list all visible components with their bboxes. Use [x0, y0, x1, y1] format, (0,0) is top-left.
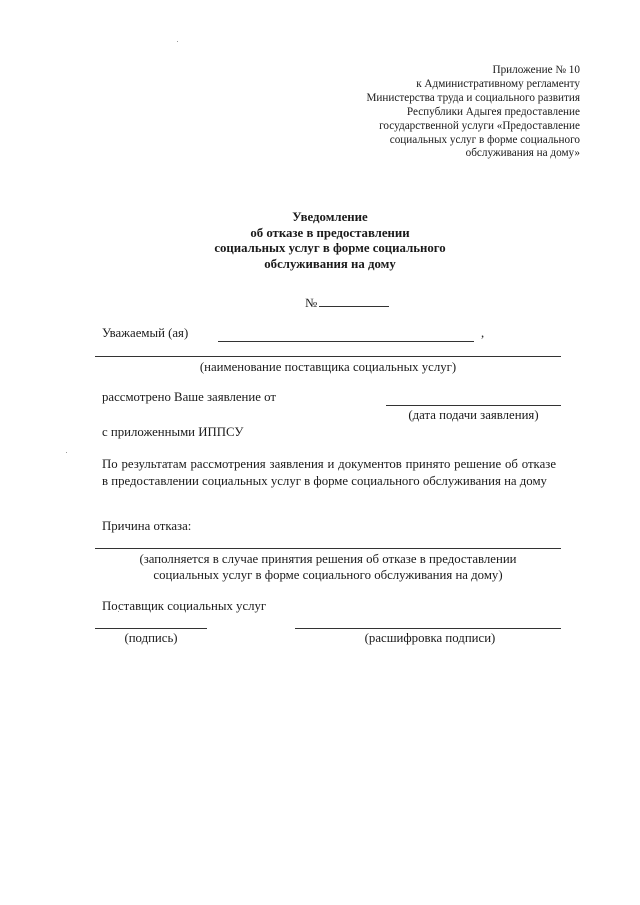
- reason-caption-line: социальных услуг в форме социального обслуживания на дому): [153, 568, 503, 582]
- reason-blank-field[interactable]: [95, 548, 561, 549]
- application-label: рассмотрено Ваше заявление от: [102, 390, 276, 404]
- annex-line: обслуживания на дому»: [465, 147, 580, 160]
- provider-blank-field[interactable]: [95, 356, 561, 357]
- reason-caption-line: (заполняется в случае принятия решения об отказе в предоставлении: [139, 552, 517, 566]
- title-line: социальных услуг в форме социального: [214, 241, 446, 255]
- annex-line: Республики Адыгея предоставление: [406, 105, 580, 118]
- addressee-blank-field[interactable]: [218, 341, 474, 342]
- annex-line: Министерства труда и социального развития: [366, 91, 580, 104]
- scan-speck: [66, 452, 67, 453]
- annex-line: Приложение № 10: [492, 64, 580, 76]
- application-date-caption: (дата подачи заявления): [408, 408, 539, 422]
- title-line: об отказе в предоставлении: [250, 225, 410, 240]
- greeting-label: Уважаемый (ая): [102, 326, 189, 340]
- annex-line: социальных услуг в форме социального: [389, 133, 580, 146]
- greeting-comma: ,: [481, 326, 485, 340]
- signature-blank-field[interactable]: [95, 628, 207, 629]
- attachment-label: с приложенными ИППСУ: [102, 425, 244, 439]
- provider-caption: (наименование поставщика социальных услуг): [199, 360, 457, 374]
- document-title: [150, 210, 510, 272]
- title-line: обслуживания на дому: [264, 256, 396, 271]
- number-blank-field[interactable]: [319, 294, 389, 307]
- signature-decoding-caption: (расшифровка подписи): [364, 631, 496, 645]
- application-date-blank-field[interactable]: [386, 405, 561, 406]
- decision-paragraph: По результатам рассмотрения заявления и документов принято решение об отказе в предоставлении социальных услуг в форме социального обслуживания на дому: [102, 457, 556, 488]
- provider-signature-label: Поставщик социальных услуг: [102, 599, 267, 613]
- annex-header: [330, 64, 580, 161]
- number-label: №: [305, 296, 318, 310]
- annex-line: государственной услуги «Предоставление: [379, 119, 580, 132]
- annex-line: к Административному регламенту: [416, 77, 580, 90]
- reason-label: Причина отказа:: [102, 519, 192, 533]
- document-number: [305, 294, 389, 311]
- signature-decoding-blank-field[interactable]: [295, 628, 561, 629]
- signature-caption: (подпись): [124, 631, 178, 645]
- title-line: Уведомление: [292, 210, 368, 224]
- scan-speck: [177, 41, 178, 42]
